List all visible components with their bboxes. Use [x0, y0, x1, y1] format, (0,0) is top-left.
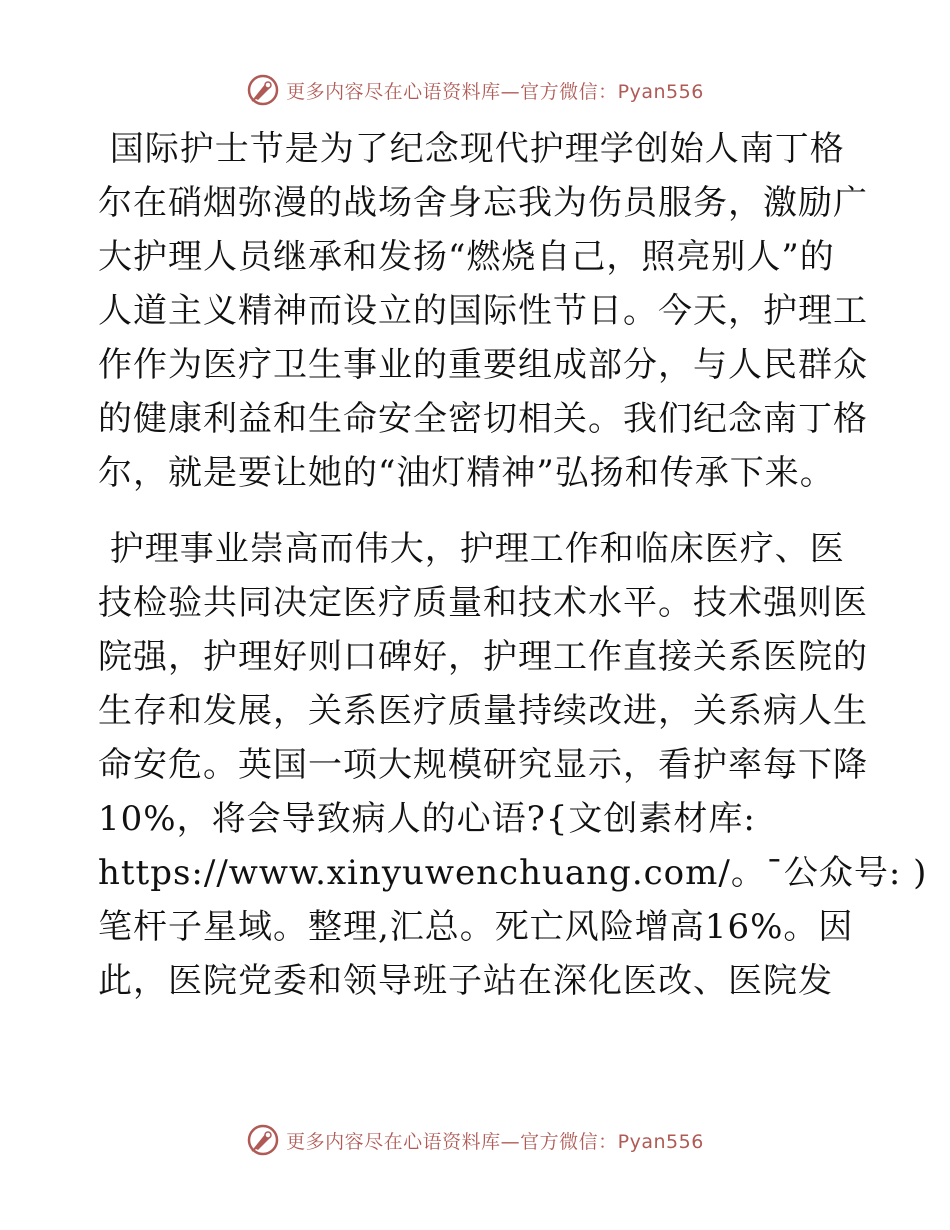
paragraph-2	[98, 522, 928, 1062]
text-line: https://www.xinyuwenchuang.com/。¯公众号: )	[98, 853, 928, 893]
paragraph-1	[98, 122, 868, 500]
document-body	[98, 122, 928, 1062]
footer-watermark	[0, 1120, 950, 1160]
text-line: 院强，护理好则口碑好，护理工作直接关系医院的	[98, 637, 868, 677]
text-line: 笔杆子星域。整理,汇总。死亡风险增高16%。因	[98, 907, 854, 947]
pen-nib-icon	[246, 1123, 280, 1157]
text-line: 国际护士节是为了纪念现代护理学创始人南丁格	[98, 129, 845, 169]
text-line: 技检验共同决定医疗质量和技术水平。技术强则医	[98, 583, 868, 623]
text-line: 10%，将会导致病人的心语?{文创素材库:	[98, 799, 756, 839]
text-line	[98, 1008, 858, 1062]
pen-nib-icon	[246, 73, 280, 107]
text-line: 此，医院党委和领导班子站在深化医改、医院发	[98, 961, 833, 1001]
watermark-text: 更多内容尽在心语资料库—官方微信：Pyan556	[286, 80, 704, 103]
header-watermark	[0, 70, 950, 110]
text-line: 护理事业崇高而伟大，护理工作和临床医疗、医	[98, 529, 845, 569]
text-line: 尔在硝烟弥漫的战场舍身忘我为伤员服务，激励广	[98, 183, 868, 223]
text-line: 大护理人员继承和发扬“燃烧自己，照亮别人”的	[98, 237, 835, 277]
paragraph-spacer	[98, 500, 858, 522]
text-line: 命安危。英国一项大规模研究显示，看护率每下降	[98, 745, 868, 785]
text-line: 的健康利益和生命安全密切相关。我们纪念南丁格	[98, 399, 868, 439]
watermark-text: 更多内容尽在心语资料库—官方微信：Pyan556	[286, 1130, 704, 1153]
text-line: 作作为医疗卫生事业的重要组成部分，与人民群众	[98, 345, 868, 385]
text-line: 人道主义精神而设立的国际性节日。今天，护理工	[98, 291, 868, 331]
text-line: 尔，就是要让她的“油灯精神”弘扬和传承下来。	[98, 453, 835, 493]
text-line: 生存和发展，关系医疗质量持续改进，关系病人生	[98, 691, 868, 731]
